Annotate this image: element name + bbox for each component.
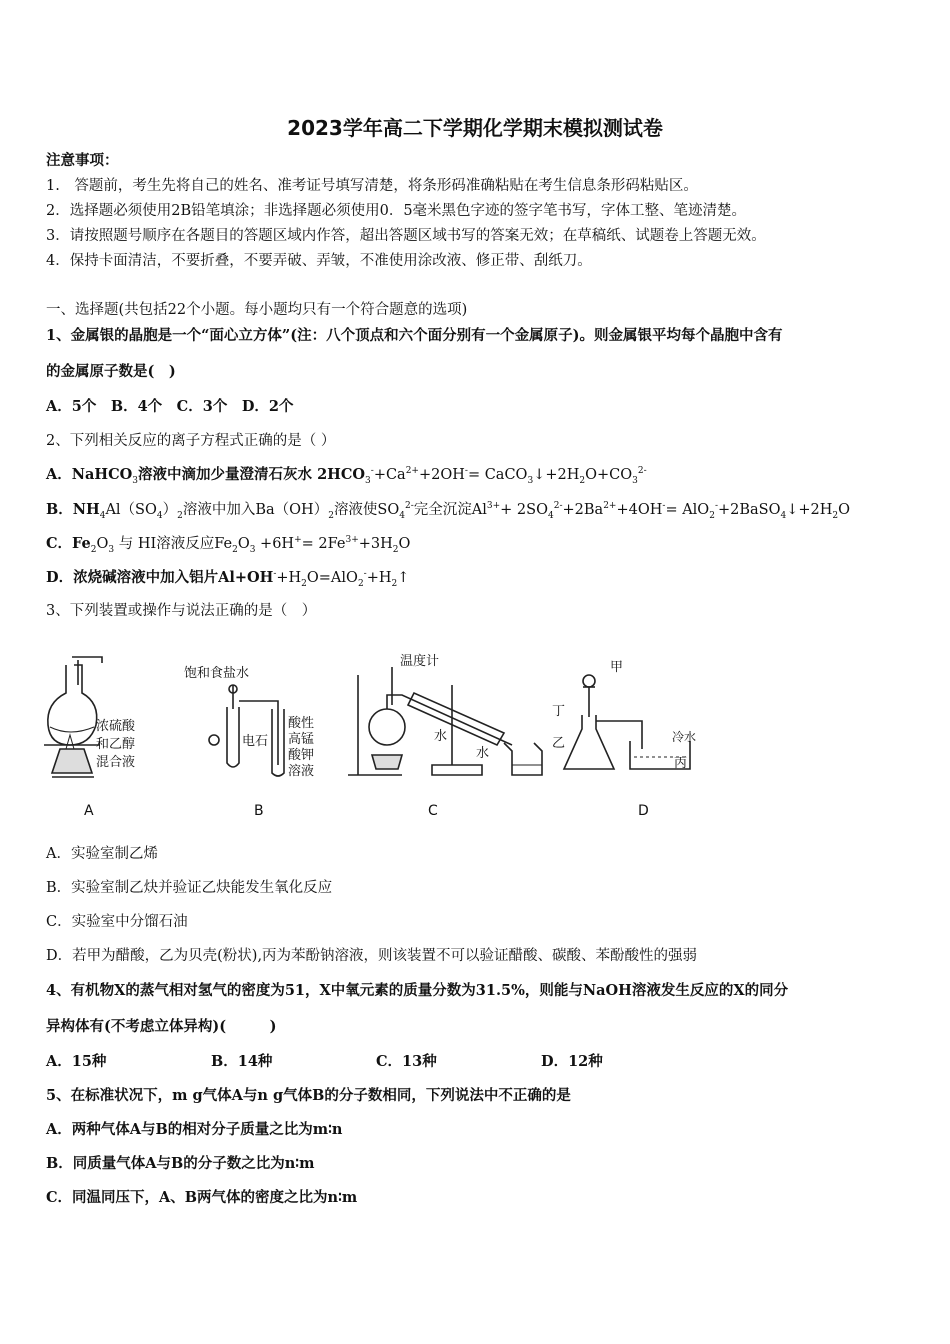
apparatus-c (348, 653, 542, 819)
svg-text:B: B (254, 803, 264, 819)
svg-text:丙: 丙 (674, 756, 688, 771)
q1-options: A．5个 B．4个 C．3个 D．2个 (46, 398, 294, 415)
notice-item-1: 1. 答题前，考生先将自己的姓名、准考证号填写清楚，将条形码准确粘贴在考生信息条形码粘贴区。 (46, 178, 698, 194)
svg-text:水: 水 (476, 746, 490, 761)
q3-option-d: D．若甲为醋酸，乙为贝壳(粉状),丙为苯酚钠溶液，则该装置不可以验证醋酸、碳酸、苯酚酸性的强弱 (46, 948, 698, 964)
q3-option-b: B．实验室制乙炔并验证乙炔能发生氧化反应 (46, 880, 333, 896)
svg-text:溶液: 溶液 (288, 764, 315, 779)
apparatus-d (552, 660, 696, 819)
section-heading: 一、选择题(共包括22个小题。每小题均只有一个符合题意的选项) (46, 302, 468, 318)
q2-option-d: D．浓烧碱溶液中加入铝片$Al+OH^-+H_2O=AlO_2^-+H_2↑$ (46, 569, 410, 589)
svg-text:混合液: 混合液 (96, 755, 136, 770)
q4-option-a: A．15种 (46, 1053, 107, 1070)
q2-option-c: C．$Fe_2O_3$ 与 HI溶液反应$Fe_2O_3 +6H^+= 2Fe^{3+}+3H_2O$ (46, 535, 411, 555)
lab-apparatus-figure (42, 645, 742, 830)
q2-option-b: B．$NH_4Al(SO_4)_2$溶液中加入$Ba(OH)_2$溶液使$SO_4^{2-}$完全沉淀$Al^{3+}+ 2SO_4^{2-}+2Ba^{2+}+4OH^-=$ $AlO_2^-+2BaSO_4↓+2H_2O$ (46, 501, 851, 521)
q4-option-d: D．12种 (541, 1053, 603, 1070)
apparatus-a (44, 657, 136, 819)
q5-stem: 5、在标准状况下，m g气体A与n g气体B的分子数相同，下列说法中不正确的是 (46, 1087, 571, 1104)
q2-stem: 2、下列相关反应的离子方程式正确的是（ ） (46, 433, 336, 449)
svg-text:酸钾: 酸钾 (288, 748, 315, 763)
q1-stem-line2: 的金属原子数是( ) (46, 363, 176, 380)
notice-item-3: 3．请按照题号顺序在各题目的答题区域内作答，超出答题区域书写的答案无效；在草稿纸、试题卷上答题无效。 (46, 228, 766, 244)
q4-option-b: B．14种 (211, 1053, 273, 1070)
notice-item-4: 4．保持卡面清洁，不要折叠，不要弄破、弄皱，不准使用涂改液、修正带、刮纸刀。 (46, 253, 592, 269)
q5-option-b: B．同质量气体A与B的分子数之比为n∶m (46, 1155, 315, 1172)
q4-options (46, 1052, 603, 1072)
page-title: 2023学年高二下学期化学期末模拟测试卷 (287, 116, 663, 140)
q1-stem-line1: 1、金属银的晶胞是一个“面心立方体”(注：八个顶点和六个面分别有一个金属原子)。则金属银平均每个晶胞中含有 (46, 327, 783, 344)
svg-text:C: C (428, 803, 438, 819)
q3-stem: 3、下列装置或操作与说法正确的是（ ） (46, 603, 317, 619)
notice-item-2: 2．选择题必须使用2B铅笔填涂；非选择题必须使用0．5毫米黑色字迹的签字笔书写，字体工整、笔迹清楚。 (46, 203, 747, 219)
apparatus-b (184, 665, 314, 819)
svg-text:和乙醇: 和乙醇 (96, 737, 136, 752)
q3-option-c: C．实验室中分馏石油 (46, 914, 188, 930)
q5-option-a: A．两种气体A与B的相对分子质量之比为m∶n (46, 1121, 343, 1138)
svg-text:冷水: 冷水 (672, 730, 697, 744)
notice-heading: 注意事项： (46, 152, 119, 169)
svg-text:饱和食盐水: 饱和食盐水 (184, 666, 250, 681)
svg-text:浓硫酸: 浓硫酸 (96, 719, 136, 734)
svg-text:酸性: 酸性 (288, 716, 315, 731)
svg-text:A: A (84, 803, 94, 819)
svg-text:丁: 丁 (552, 704, 566, 719)
svg-text:乙: 乙 (552, 736, 566, 751)
q2-option-a: A．NaHCO$_3$溶液中滴加少量澄清石灰水 $2HCO_3^-+Ca^{2+}+2OH^-=$ $CaCO_3↓+2H_2O+CO_3^{2-}$ (46, 466, 647, 486)
q5-option-c: C．同温同压下，A、B两气体的密度之比为n∶m (46, 1189, 358, 1206)
svg-text:甲: 甲 (610, 660, 624, 675)
svg-text:水: 水 (434, 729, 448, 744)
svg-text:电石: 电石 (242, 734, 269, 749)
q4-option-c: C．13种 (376, 1053, 437, 1070)
q3-option-a: A．实验室制乙烯 (46, 846, 158, 862)
svg-text:温度计: 温度计 (400, 654, 440, 669)
svg-text:D: D (638, 803, 649, 819)
q4-stem-line1: 4、有机物X的蒸气相对氢气的密度为51，X中氧元素的质量分数为31.5%，则能与NaOH溶液发生反应的X的同分 (46, 982, 789, 999)
q4-stem-line2: 异构体有(不考虑立体异构)( ) (46, 1018, 277, 1035)
svg-text:高锰: 高锰 (288, 732, 315, 747)
